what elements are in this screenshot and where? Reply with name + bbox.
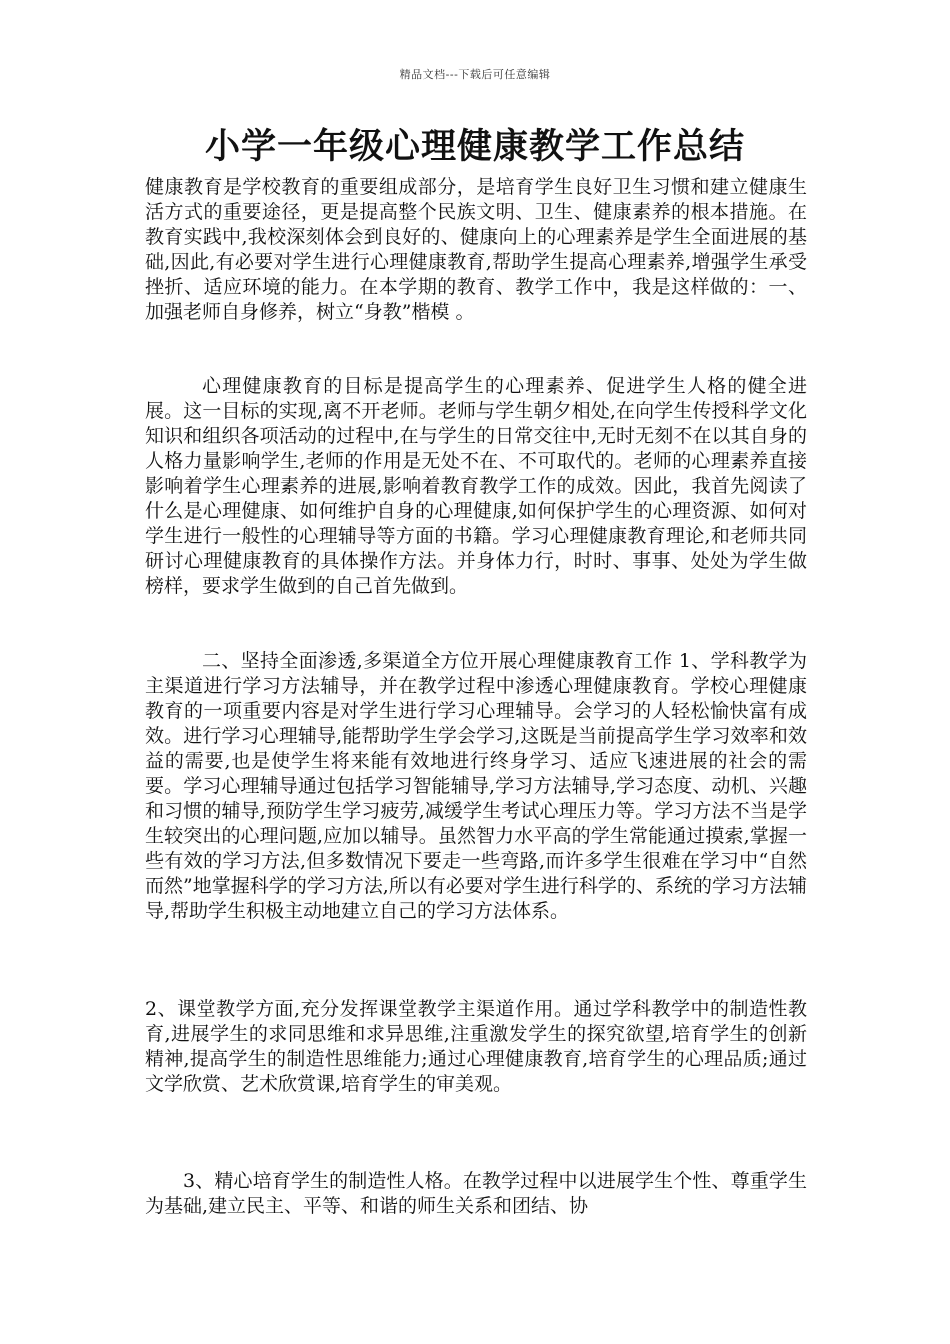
paragraph-teacher-role: 心理健康教育的目标是提高学生的心理素养、促进学生人格的健全进展。这一目标的实现,离不开老师。老师与学生朝夕相处,在向学生传授科学文化知识和组织各项活动的过程中,在与学生的日常交往中,无时无刻不在以其自身的人格力量影响学生,老师的作用是无处不在、不可取代的。老师的心理素养直接影响着学生心理素养的进展,影响着教育教学工作的成效。因此，我首先阅读了什么是心理健康、如何维护自身的心理健康,如何保护学生的心理资源、如何对学生进行一般性的心理辅导等方面的书籍。学习心理健康教育理论,和老师共同研讨心理健康教育的具体操作方法。并身体力行，时时、事事、处处为学生做榜样，要求学生做到的自己首先做到。 — [145, 375, 807, 597]
paragraph-intro: 健康教育是学校教育的重要组成部分，是培育学生良好卫生习惯和建立健康生活方式的重要途径，更是提高整个民族文明、卫生、健康素养的根本措施。在教育实践中,我校深刻体会到良好的、健康向上的心理素养是学生全面进展的基础,因此,有必要对学生进行心理健康教育,帮助学生提高心理素养,增强学生承受挫折、适应环境的能力。在本学期的教育、教学工作中，我是这样做的：一、加强老师自身修养，树立“身教”楷模 。 — [145, 176, 807, 323]
header-note: 精品文档---下载后可任意编辑 — [399, 68, 551, 81]
paragraph-creative-personality: 3、精心培育学生的制造性人格。在教学过程中以进展学生个性、尊重学生为基础,建立民主、平等、和谐的师生关系和团结、协 — [145, 1170, 807, 1217]
paragraph-classroom-teaching: 2、课堂教学方面,充分发挥课堂教学主渠道作用。通过学科教学中的制造性教育,进展学生的求同思维和求异思维,注重激发学生的探究欲望,培育学生的创新精神,提高学生的制造性思维能力;通过心理健康教育,培育学生的心理品质;通过文学欣赏、艺术欣赏课,培育学生的审美观。 — [145, 998, 807, 1095]
document-title: 小学一年级心理健康教学工作总结 — [204, 126, 745, 167]
paragraph-full-penetration: 二、坚持全面渗透,多渠道全方位开展心理健康教育工作 1、学科教学为主渠道进行学习方法辅导，并在教学过程中渗透心理健康教育。学校心理健康教育的一项重要内容是对学生进行学习心理辅导。会学习的人轻松愉快富有成效。进行学习心理辅导,能帮助学生学会学习,这既是当前提高学生学习效率和效益的需要,也是使学生将来能有效地进行终身学习、适应飞速进展的社会的需要。学习心理辅导通过包括学习智能辅导,学习方法辅导,学习态度、动机、兴趣和习惯的辅导,预防学生学习疲劳,减缓学生考试心理压力等。学习方法不当是学生较突出的心理问题,应加以辅导。虽然智力水平高的学生常能通过摸索,掌握一些有效的学习方法,但多数情况下要走一些弯路,而许多学生很难在学习中“自然而然”地掌握科学的学习方法,所以有必要对学生进行科学的、系统的学习方法辅导,帮助学生积极主动地建立自己的学习方法体系。 — [145, 650, 807, 922]
